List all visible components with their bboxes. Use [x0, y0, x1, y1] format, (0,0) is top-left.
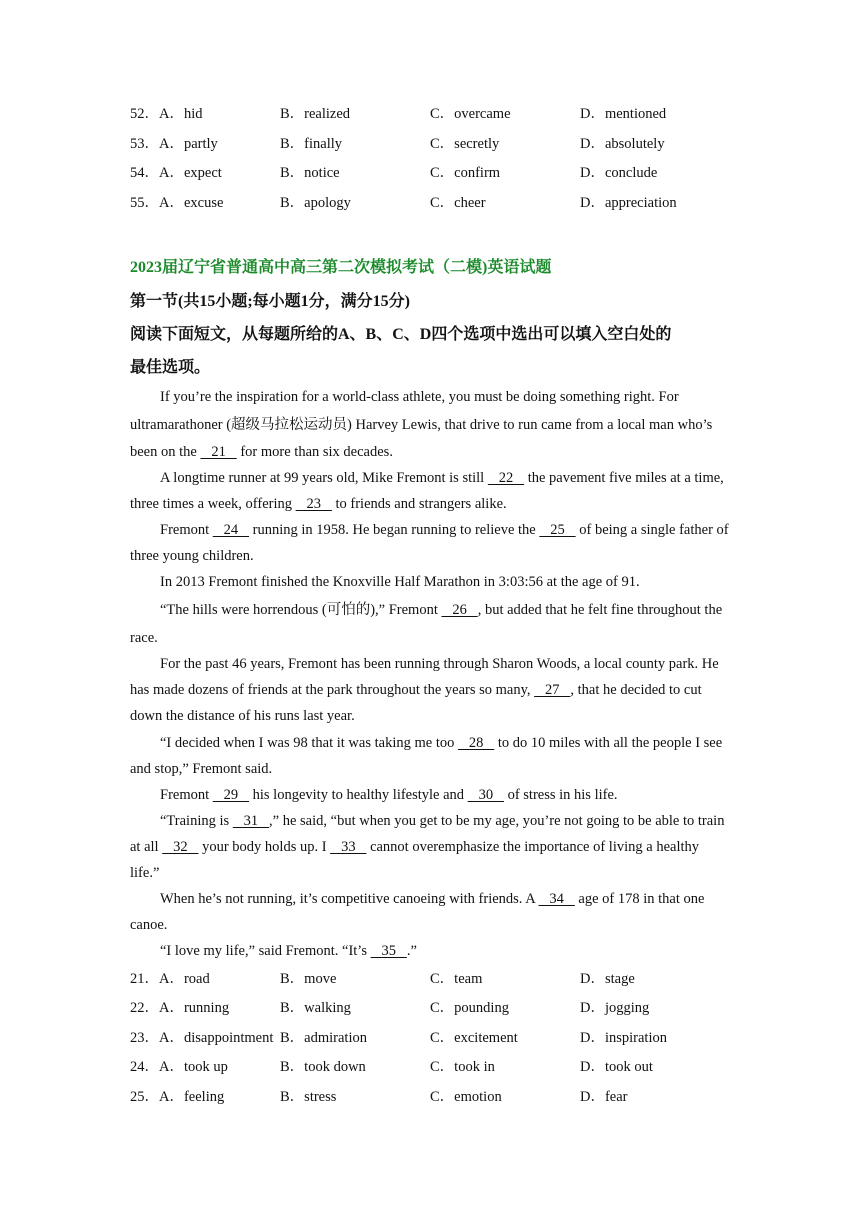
option-a: [130, 1057, 228, 1077]
option-b: B．notice: [280, 165, 340, 181]
blank-35: 35: [370, 943, 407, 959]
text: age of 178 in that one canoe.: [130, 891, 705, 933]
text: running in 1958. He began running to relieve the: [249, 522, 540, 538]
option-a-text: A．excuse: [159, 195, 224, 211]
question-number: 54．: [130, 165, 159, 181]
exam-title: 2023届辽宁省普通高中高三第二次模拟考试（二模)英语试题: [130, 259, 552, 276]
option-a-text: A．running: [159, 1000, 230, 1016]
option-a: [130, 193, 223, 213]
option-b: B．took down: [280, 1059, 366, 1075]
question-number: 23．: [130, 1030, 159, 1046]
blank-32: 32: [162, 839, 199, 855]
option-a: [130, 1087, 224, 1107]
blank-26: 26: [441, 602, 478, 618]
option-a-text: A．hid: [159, 106, 203, 122]
text: to do 10 miles with all the people I see and stop,” Fremont said.: [130, 735, 723, 777]
text: A longtime runner at 99 years old, Mike Fremont is still: [160, 470, 488, 486]
option-c: C．took in: [430, 1059, 495, 1075]
option-a: [130, 969, 210, 989]
text: “I decided when I was 98 that it was taking me too: [160, 735, 458, 751]
option-c: C．overcame: [430, 106, 511, 122]
blank-22: 22: [487, 470, 525, 486]
text: “Training is: [160, 813, 233, 829]
text: , but added that he felt fine throughout the race.: [130, 602, 723, 646]
blank-28: 28: [457, 735, 495, 751]
passage-paragraph-4: [130, 569, 730, 595]
passage-paragraph-6: [130, 651, 730, 729]
option-b: B．apology: [280, 195, 351, 211]
option-d: D．mentioned: [580, 106, 667, 122]
option-d: D．conclude: [580, 165, 658, 181]
passage-paragraph-10: [130, 886, 730, 938]
passage-paragraph-8: [130, 782, 730, 808]
blank-21: 21: [200, 444, 237, 460]
text: When he’s not running, it’s competitive canoeing with friends. A: [160, 891, 539, 907]
text: for more than six decades.: [236, 444, 393, 460]
option-a: [130, 163, 222, 183]
blank-29: 29: [212, 787, 250, 803]
option-a-text: A．feeling: [159, 1089, 225, 1105]
text: the pavement five miles at a time, three times a week, offering: [130, 470, 724, 512]
text: .”: [406, 943, 417, 959]
option-d: D．stage: [580, 971, 635, 987]
option-a-text: A．road: [159, 971, 210, 987]
passage-paragraph-9: [130, 808, 730, 886]
passage-paragraph-7: [130, 730, 730, 782]
question-number: 52．: [130, 106, 159, 122]
option-b: B．walking: [280, 1000, 351, 1016]
passage-paragraph-2: [130, 465, 730, 517]
option-b: B．realized: [280, 106, 351, 122]
option-a: [130, 1028, 273, 1048]
text: of stress in his life.: [503, 787, 618, 803]
option-d: D．fear: [580, 1089, 628, 1105]
question-number: 22．: [130, 1000, 159, 1016]
blank-23: 23: [295, 496, 332, 512]
option-a: [130, 998, 229, 1018]
option-b: B．admiration: [280, 1030, 367, 1046]
text: Fremont: [160, 787, 213, 803]
option-a-text: A．expect: [159, 165, 222, 181]
blank-33: 33: [330, 839, 367, 855]
option-c: C．pounding: [430, 1000, 509, 1016]
text: Fremont: [160, 522, 213, 538]
instruction-line-2: 最佳选项。: [130, 359, 211, 376]
text: his longevity to healthy lifestyle and: [249, 787, 468, 803]
question-number: 25．: [130, 1089, 159, 1105]
text: In 2013 Fremont finished the Knoxville Half Marathon in 3:03:56 at the age of 91.: [160, 574, 640, 590]
question-number: 21．: [130, 971, 159, 987]
option-d: D．took out: [580, 1059, 653, 1075]
option-b: B．move: [280, 971, 337, 987]
blank-31: 31: [232, 813, 270, 829]
blank-25: 25: [539, 522, 576, 538]
option-a-text: A．took up: [159, 1059, 228, 1075]
option-c: C．secretly: [430, 136, 500, 152]
passage-paragraph-5: [130, 596, 730, 652]
option-a-text: A．disappointment: [159, 1030, 274, 1046]
text: cannot overemphasize the importance of living a healthy life.”: [130, 839, 700, 881]
option-a-text: A．partly: [159, 136, 218, 152]
text: ,” he said, “but when you get to be my age, you’re not going to be able to train at all: [130, 813, 725, 855]
option-c: C．excitement: [430, 1030, 518, 1046]
option-b: B．stress: [280, 1089, 337, 1105]
blank-30: 30: [467, 787, 504, 803]
question-number: 24．: [130, 1059, 159, 1075]
option-d: D．jogging: [580, 1000, 650, 1016]
option-b: B．finally: [280, 136, 343, 152]
passage-paragraph-1: [130, 384, 730, 467]
blank-27: 27: [534, 682, 571, 698]
text: your body holds up. I: [198, 839, 331, 855]
section-heading: 第一节(共15小题;每小题1分，满分15分): [130, 293, 410, 310]
blank-34: 34: [538, 891, 575, 907]
text: “The hills were horrendous (可怕的),” Fremont: [160, 602, 442, 618]
text: “I love my life,” said Fremont. “It’s: [160, 943, 371, 959]
blank-24: 24: [212, 522, 250, 538]
question-number: 55．: [130, 195, 159, 211]
text: If you’re the inspiration for a world-class athlete, you must be doing something right. For ultramarathoner (超级马拉松运动员) Harvey Lewis, that drive to run came from a local man who’s been on the: [130, 389, 713, 460]
text: For the past 46 years, Fremont has been running through Sharon Woods, a local county park. He has made dozens of friends at the park throughout the years so many,: [130, 656, 719, 698]
passage-paragraph-11: [130, 938, 730, 964]
option-c: C．team: [430, 971, 483, 987]
option-a: [130, 134, 218, 154]
question-number: 53．: [130, 136, 159, 152]
text: , that he decided to cut down the distance of his runs last year.: [130, 682, 702, 724]
option-d: D．absolutely: [580, 136, 665, 152]
option-c: C．emotion: [430, 1089, 502, 1105]
instruction-line-1: 阅读下面短文，从每题所给的A、B、C、D四个选项中选出可以填入空白处的: [130, 326, 672, 343]
text: of being a single father of three young children.: [130, 522, 729, 564]
option-c: C．confirm: [430, 165, 501, 181]
option-d: D．appreciation: [580, 195, 677, 211]
option-d: D．inspiration: [580, 1030, 667, 1046]
option-c: C．cheer: [430, 195, 486, 211]
passage-paragraph-3: [130, 517, 730, 569]
text: to friends and strangers alike.: [331, 496, 507, 512]
option-a: [130, 104, 203, 124]
